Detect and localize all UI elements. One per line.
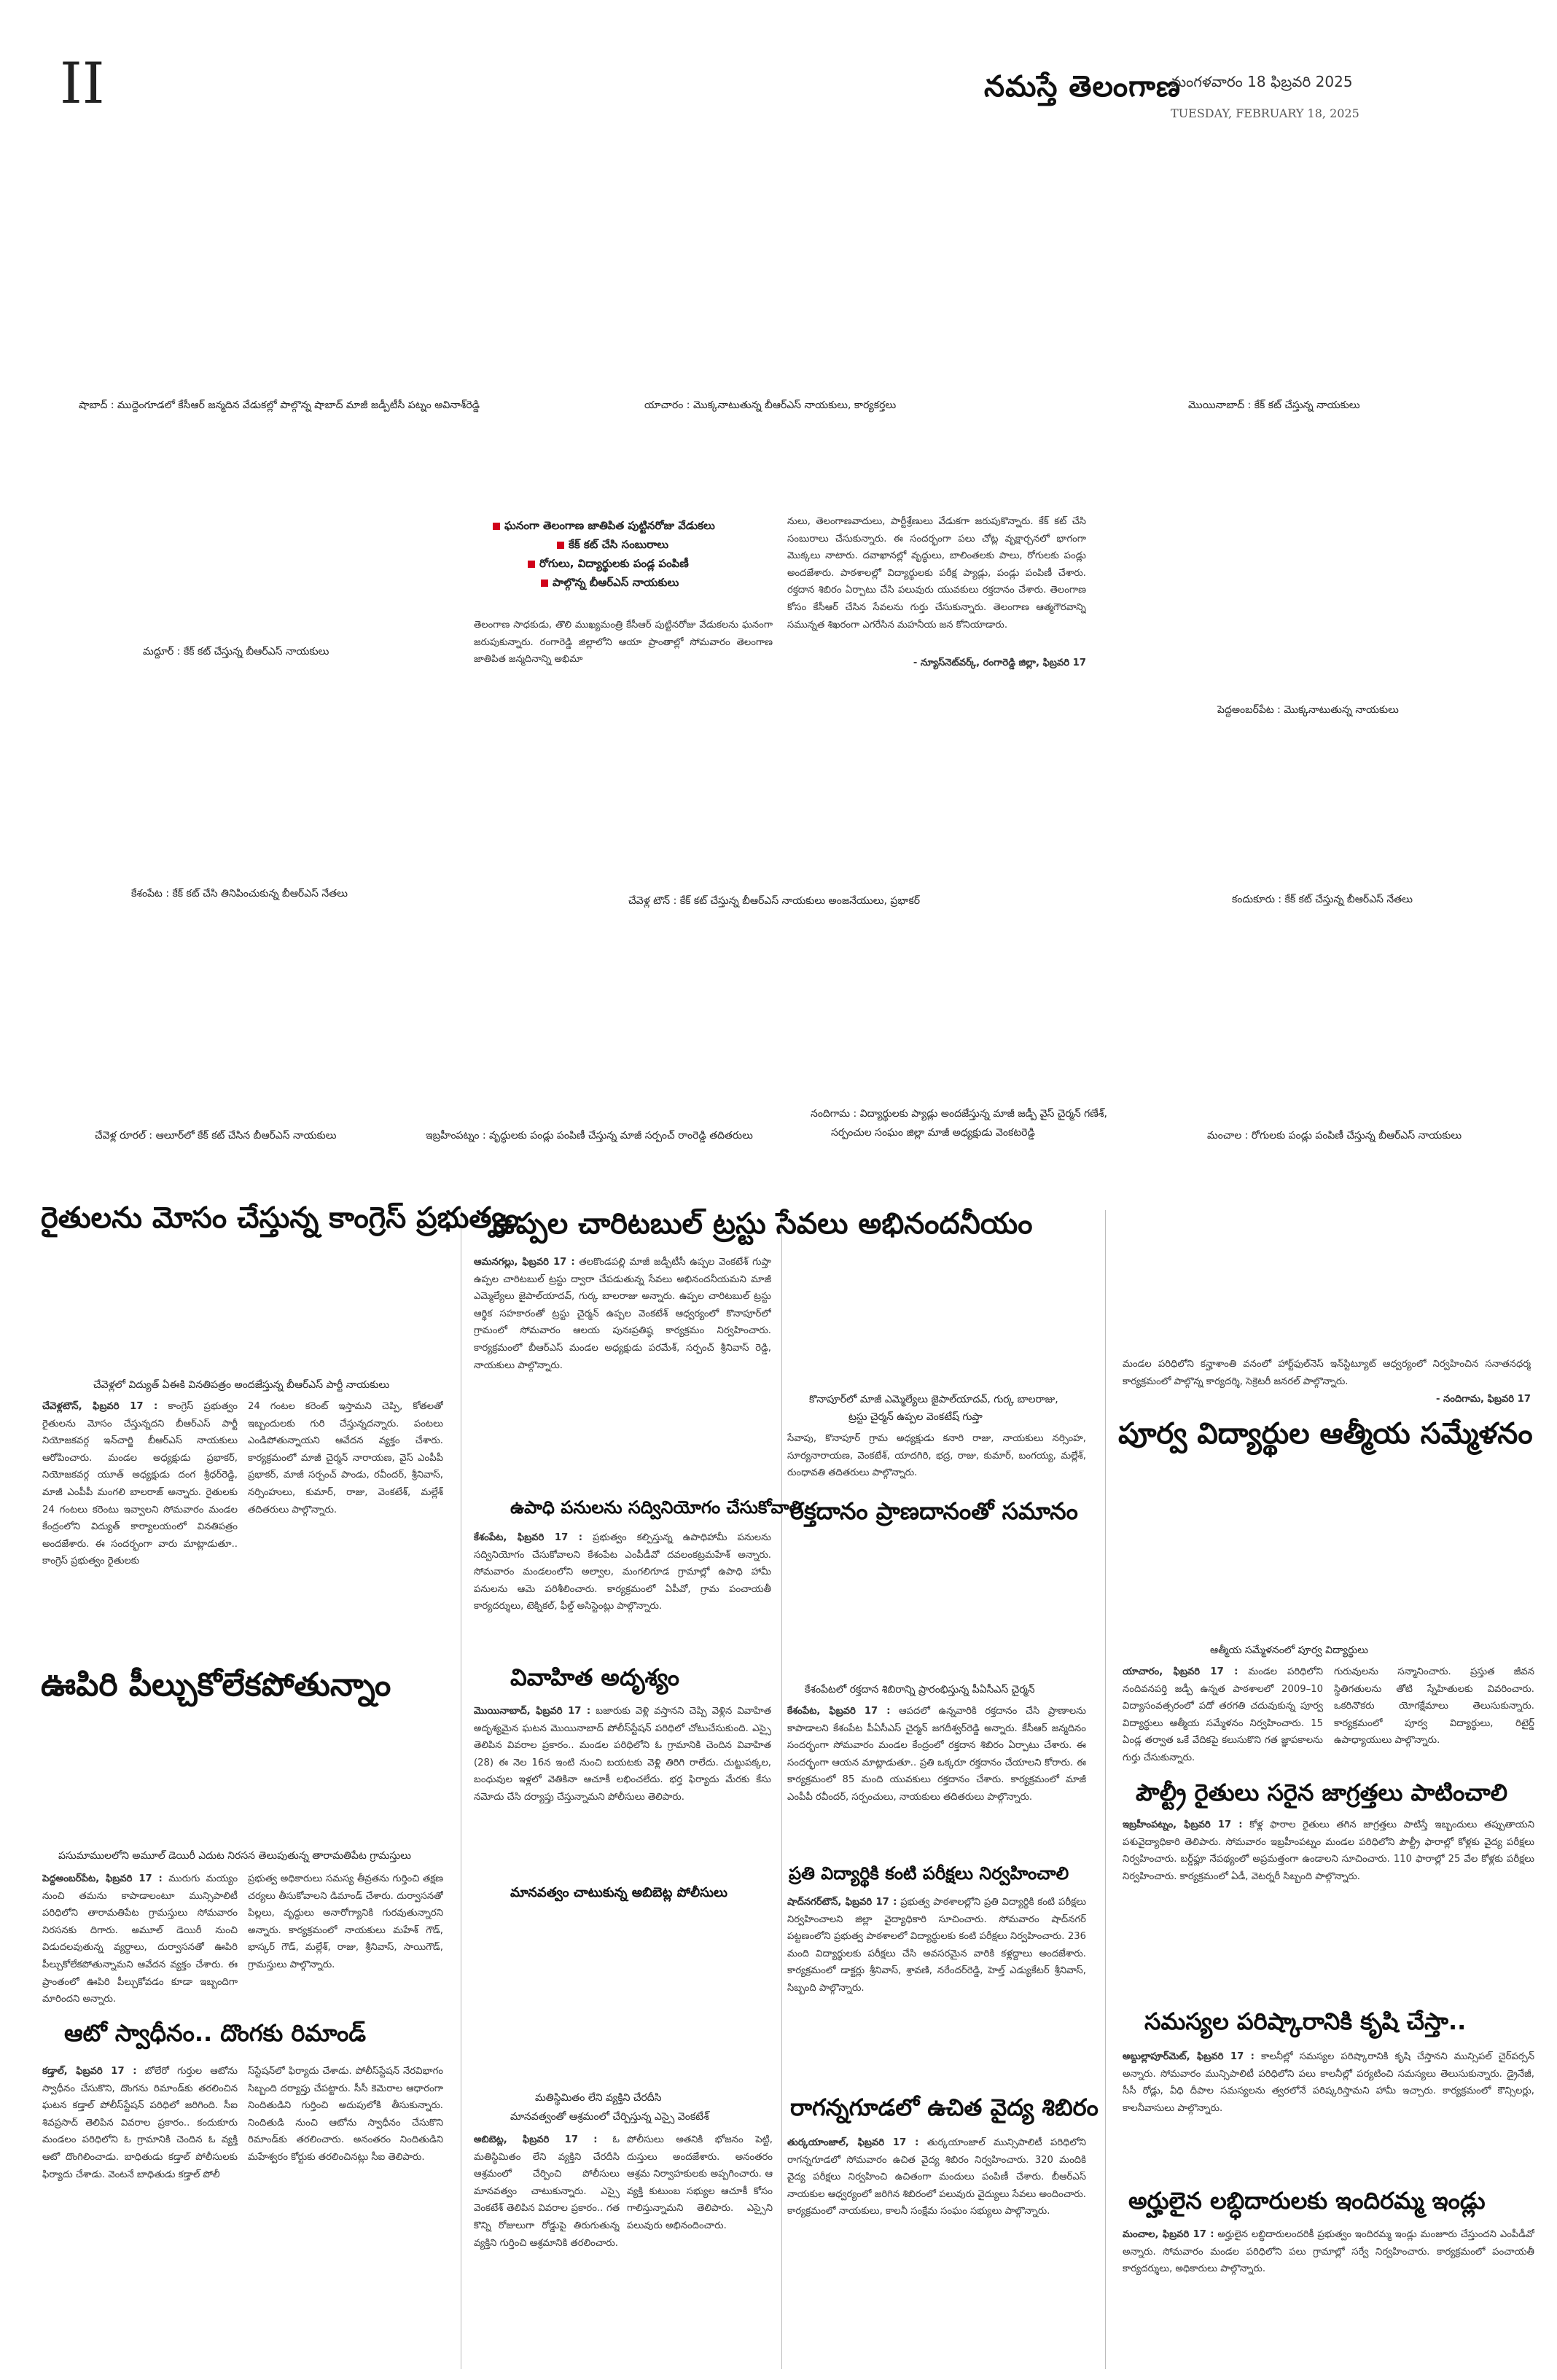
headline-alumni: పూర్వ విద్యార్థుల ఆత్మీయ సమ్మేళనం xyxy=(1118,1417,1533,1451)
breath-col1: పెద్దఅంబర్‌పేట, ఫిబ్రవరి 17 : మురుగు మయ్యం నుంచి తమను కాపాడాలంటూ మున్సిపాలిటీ పరిధిలోని తారామతిపేట గ్రామస్తులు సోమవారం నిరసనకు దిగారు. అమూల్ డెయిరీ నుంచి విడుదలవుతున్న వ్యర్థాలు, దుర్వాసనతో ఊపిరి పీల్చుకోలేకపోతున్నామని ఆవేదన వ్యక్తం చేశారు. ఈ ప్రాంతంలో ఊపిరి పీల్చుకోవడం కూడా ఇబ్బందిగా మారిందని అన్నారు. xyxy=(42,1873,238,2005)
caption-police-1: మతిస్థిమితం లేని వ్యక్తిని చేరదీసి xyxy=(535,2092,662,2104)
uppala-col2: సేవాపు, కొనాపూర్ గ్రామ అధ్యక్షుడు కనారి రాజు, నాయకులు నర్సింహ, సూర్యనారాయణ, వెంకటేశ్, యాదగిరి, భద్ర, రాజు, కుమార్, బంగయ్య, మల్లేశ్, రుంధావతి తదితరులు పాల్గొన్నారు. xyxy=(787,1433,1086,1479)
farmers-col1: చేవెళ్లటౌన్, ఫిబ్రవరి 17 : కాంగ్రెస్ ప్రభుత్వం రైతులను మోసం చేస్తున్నదని బీఆర్ఎస్ పార్టీ నియోజకవర్గ ఇన్‌చార్జి బీఆర్ఎస్ నాయకులు ఆరోపించారు. మండల అధ్యక్షుడు ప్రభాకర్, నియోజకవర్గ యూత్ అధ్యక్షుడు దంగ శ్రీధర్‌రెడ్డి, మాజీ ఎంపీపీ మంగలి బాలరాజ్ అన్నారు. రైతులకు 24 గంటలు కరెంటు ఇవ్వాలని సోమవారం మండల కేంద్రంలోని విద్యుత్ కార్యాలయంలో వినతిపత్రం అందజేశారు. ఈ సందర్భంగా వారు మాట్లాడుతూ.. కాంగ్రెస్ ప్రభుత్వం రైతులకు xyxy=(42,1401,238,1567)
headline-medical: రాగన్నగూడలో ఉచిత వైద్య శిబిరం xyxy=(790,2094,1099,2121)
alumni-intro: మండల పరిధిలోని కన్హాశాంతి వనంలో హార్ట్‌ఫుల్‌నెస్ ఇన్‌స్టిట్యూట్ ఆధ్వర్యంలో నిర్వహించిన సనాతనధర్మ కార్యక్రమంలో పాల్గొన్న కార్యదర్శి, సెక్రెటరీ జనరల్ పాల్గొన్నారు. xyxy=(1123,1359,1531,1387)
alumni-col2: గురువులను సన్మానించారు. ప్రస్తుత జీవన స్థితిగతులను తోటి స్నేహితులకు వివరించారు. ఒకరినొకరు యోగక్షేమాలు తెలుసుకున్నారు. కార్యక్రమంలో పూర్వ విద్యార్థులు, రిటైర్డ్ ఉపాధ్యాయులు పాల్గొన్నారు. xyxy=(1334,1666,1534,1747)
caption-yacharam: యాచారం : మొక్కనాటుతున్న బీఆర్ఎస్ నాయకులు, కార్యకర్తలు xyxy=(644,399,897,411)
alumni-col1: యాచారం, ఫిబ్రవరి 17 : మండల పరిధిలోని నందివనపర్తి జడ్పీ ఉన్నత పాఠశాలలో 2009–10 విద్యాసంవత్సరంలో పదో తరగతి చదువుకున్న పూర్వ విద్యార్థులు ఆత్మీయ సమ్మేళనం నిర్వహించారు. 15 ఏండ్ల తర్వాత ఒకే వేదికపై కలుసుకొని గత జ్ఞాపకాలను గుర్తు చేసుకున్నారు. xyxy=(1123,1666,1323,1763)
headline-blood: రక్తదానం ప్రాణదానంతో సమానం xyxy=(790,1497,1078,1525)
headline-farmers: రైతులను మోసం చేస్తున్న కాంగ్రెస్ ప్రభుత్వం xyxy=(41,1201,520,1235)
caption-chevella-rural: చేవెళ్ల రూరల్ : ఆలూర్‌లో కేక్ కట్ చేసిన బీఆర్ఎస్ నాయకులు xyxy=(95,1130,337,1142)
upadhi-text: కేశంపేట, ఫిబ్రవరి 17 : ప్రభుత్వం కల్పిస్తున్న ఉపాధిహామీ పనులను సద్వినియోగం చేసుకోవాలని కేశంపేట ఎంపీడీవో దవలంకట్రమహేశ్ అన్నారు. సోమవారం మండలంలోని అల్వాల, మంగలిగూడ గ్రామాల్లో ఉపాధి హామీ పనులను ఆమె పరిశీలించారు. కార్యక్రమంలో ఏపీవో, గ్రామ పంచాయతీ కార్యదర్శులు, టెక్నికల్, ఫీల్డ్ అసిస్టెంట్లు పాల్గొన్నారు. xyxy=(474,1532,771,1612)
missing-text: మొయినాబాద్, ఫిబ్రవరి 17 : బజారుకు వెళ్లి వస్తానని చెప్పి వెళ్లిన వివాహిత అదృశ్యమైన ఘటన మొయినాబాద్ పోలీస్‌స్టేషన్ పరిధిలో చోటుచేసుకుంది. ఎస్సై తెలిపిన వివరాల ప్రకారం.. మండల పరిధిలోని ఓ గ్రామానికి చెందిన వివాహిత (28) ఈ నెల 16న ఇంటి నుంచి బయటకు వెళ్లి తిరిగి రాలేదు. చుట్టుపక్కల, బంధువుల ఇళ్లలో వెతికినా ఆచూకీ లభించలేదు. భర్త ఫిర్యాదు మేరకు కేసు నమోదు చేసి దర్యాప్తు చేస్తున్నామని పోలీసులు తెలిపారు. xyxy=(474,1706,771,1803)
caption-peddamberpet: పెద్దఅంబర్‌పేట : మొక్కనాటుతున్న నాయకులు xyxy=(1217,704,1399,716)
date-telugu: మంగళవారం 18 ఫిబ్రవరి 2025 xyxy=(1171,73,1353,90)
page-number: II xyxy=(60,51,105,117)
police-col2: పోలీసులు అతనికి భోజనం పెట్టి, దుస్తులు అందజేశారు. అనంతరం ఆశ్రమ నిర్వాహకులకు అప్పగించారు. ఆ వ్యక్తి కుటుంబ సభ్యుల ఆచూకీ కోసం గాలిస్తున్నామని తెలిపారు. ఎస్సైని పలువురు అభినందించారు. xyxy=(627,2134,773,2231)
breath-col2: ప్రభుత్వ అధికారులు సమస్య తీవ్రతను గుర్తించి తక్షణ చర్యలు తీసుకోవాలని డిమాండ్ చేశారు. దుర్వాసనతో పిల్లలు, వృద్ధులు అనారోగ్యానికి గురవుతున్నారని అన్నారు. కార్యక్రమంలో నాయకులు మహేశ్ గౌడ్, భాస్కర్ గౌడ్, మల్లేశ్, రాజు, శ్రీనివాస్, సాయిగౌడ్, గ్రామస్తులు పాల్గొన్నారు. xyxy=(248,1873,443,1970)
solve-text: అబ్దుల్లాపూర్‌మెట్, ఫిబ్రవరి 17 : కాలనీల్లో సమస్యల పరిష్కారానికి కృషి చేస్తానని మున్సిపల్ చైర్‌పర్సన్ అన్నారు. సోమవారం మున్సిపాలిటీ పరిధిలోని పలు కాలనీల్లో పర్యటించి సమస్యలు తెలుసుకున్నారు. డ్రైనేజీ, సీసీ రోడ్లు, వీధి దీపాల సమస్యలను త్వరలోనే పరిష్కరిస్తామని హామీ ఇచ్చారు. కార్యక్రమంలో కౌన్సిలర్లు, కాలనీవాసులు పాల్గొన్నారు. xyxy=(1123,2051,1534,2114)
caption-uppala-2: ట్రస్టు చైర్మన్ ఉప్పల వెంకటేష్ గుప్తా xyxy=(848,1411,983,1423)
police-col1: అబిబెట్ల, ఫిబ్రవరి 17 : ఓ మతిస్థిమితం లేని వ్యక్తిని చేరదీసి ఆశ్రమంలో చేర్పించి పోలీసులు మానవత్వం చాటుకున్నారు. ఎస్సై వెంకటేశ్ తెలిపిన వివరాల ప్రకారం.. గత కొన్ని రోజులుగా రోడ్డుపై తిరుగుతున్న వ్యక్తిని గుర్తించి ఆశ్రమానికి తరలించారు. xyxy=(474,2134,620,2249)
caption-keshampet: కేశంపేట : కేక్ కట్ చేసి తినిపించుకున్న బీఆర్ఎస్ నేతలు xyxy=(131,888,348,900)
caption-nandigama-1: నందిగామ : విద్యార్థులకు ప్యాడ్లు అందజేస్తున్న మాజీ జడ్పీ వైస్ చైర్మన్ గణేశ్, xyxy=(811,1108,1108,1120)
blood-text: కేశంపేట, ఫిబ్రవరి 17 : ఆపదలో ఉన్నవారికి రక్తదానం చేసి ప్రాణాలను కాపాడాలని కేశంపేట పీఏసీఎస్ చైర్మన్ జగదీశ్వర్‌రెడ్డి అన్నారు. కేసీఆర్ జన్మదినం సందర్భంగా సోమవారం మండల కేంద్రంలో రక్తదాన శిబిరం ఏర్పాటు చేశారు. ఈ సందర్భంగా ఆయన మాట్లాడుతూ.. ప్రతి ఒక్కరూ రక్తదానం చేయాలని కోరారు. ఈ కార్యక్రమంలో 85 మంది యువకులు రక్తదానం చేశారు. కార్యక్రమంలో మాజీ ఎంపీపీ రవీందర్, సర్పంచులు, నాయకులు తదితరులు పాల్గొన్నారు. xyxy=(787,1706,1086,1803)
lead-para-right: నులు, తెలంగాణవాదులు, పార్టీశ్రేణులు వేడుకగా జరుపుకొన్నారు. కేక్ కట్ చేసి సంబురాలు చేసుకున్నారు. ఈ సందర్భంగా పలు చోట్ల వృక్షార్చనలో భాగంగా మొక్కలు నాటారు. దవాఖానల్లో వృద్ధులు, బాలింతలకు పాలు, రోగులకు పండ్లు అందజేశారు. పాఠశాలల్లో విద్యార్థులకు పరీక్ష ప్యాడ్లు, పండ్లు పంపిణీ చేశారు. రక్తదాన శిబిరం ఏర్పాటు చేసి పలువురు యువకులు రక్తదానం చేశారు. తెలంగాణ కోసం కేసీఆర్ చేసిన సేవలను గుర్తు చేసుకున్నారు. తెలంగాణ ఆత్మగౌరవాన్ని సమున్నత శిఖరంగా ఎగరేసిన మహనీయ జన కోనియాడారు. xyxy=(787,516,1086,631)
lead-bullet-4: పాల్గొన్న బీఆర్ఎస్ నాయకులు xyxy=(541,573,715,592)
caption-manchala: మంచాల : రోగులకు పండ్లు పంపిణీ చేస్తున్న బీఆర్ఎస్ నాయకులు xyxy=(1207,1130,1462,1142)
date-english: TUESDAY, FEBRUARY 18, 2025 xyxy=(1171,106,1359,120)
caption-ibrahimpatnam: ఇబ్రహీంపట్నం : వృద్ధులకు పండ్లు పంపిణీ చేస్తున్న మాజీ సర్పంచ్ రాంరెడ్డి తదితరులు xyxy=(426,1130,753,1142)
caption-breath: పసుమాములలోని అమూల్ డెయిరీ ఎదుట నిరసన తెలుపుతున్న తారామతిపేట గ్రామస్తులు xyxy=(58,1850,411,1862)
headline-police: మానవత్వం చాటుకున్న అబిబెట్ల పోలీసులు xyxy=(510,1885,728,1900)
poultry-text: ఇబ్రహీంపట్నం, ఫిబ్రవరి 17 : కోళ్ల ఫారాల రైతులు తగిన జాగ్రత్తలు పాటిస్తే ఇబ్బందులు తప్పుతాయని పశువైద్యాధికారి తెలిపారు. సోమవారం ఇబ్రహీంపట్నం మండల పరిధిలోని పౌల్ట్రీ ఫారాల్లో కోళ్లకు వైద్య పరీక్షలు నిర్వహించారు. బర్డ్‌ఫ్లూ నేపథ్యంలో అప్రమత్తంగా ఉండాలని సూచించారు. 110 ఫారాల్లో 25 వేల కోళ్లకు పరీక్షలు నిర్వహించారు. కార్యక్రమంలో ఏడీ, వెటర్నరీ సిబ్బంది పాల్గొన్నారు. xyxy=(1123,1819,1534,1882)
headline-upadhi: ఉపాధి పనులను సద్వినియోగం చేసుకోవాలి xyxy=(510,1497,803,1518)
lead-para-left: తెలంగాణ సాధకుడు, తొలి ముఖ్యమంత్రి కేసీఆర్ పుట్టినరోజు వేడుకలను ఘనంగా జరుపుకున్నారు. రంగారెడ్డి జిల్లాలోని ఆయా ప్రాంతాల్లో సోమవారం తెలంగాణ జాతిపిత జన్మదినాన్ని అభిమా xyxy=(474,620,773,666)
headline-houses: అర్హులైన లబ్ధిదారులకు ఇందిరమ్మ ఇండ్లు xyxy=(1128,2187,1486,2215)
alumni-intro-dateline: - నందిగామ, ఫిబ్రవరి 17 xyxy=(1435,1394,1531,1405)
caption-chevella-town: చేవెళ్ల టౌన్ : కేక్ కట్ చేస్తున్న బీఆర్ఎస్ నాయకులు అంజనేయులు, ప్రభాకర్ xyxy=(628,895,921,907)
medical-text: తుర్కయాంజాల్, ఫిబ్రవరి 17 : తుర్కయాంజాల్ మున్సిపాలిటీ పరిధిలోని రాగన్నగూడలో సోమవారం ఉచిత వైద్య శిబిరం నిర్వహించారు. 320 మందికి వైద్య పరీక్షలు నిర్వహించి ఉచితంగా మందులు పంపిణీ చేశారు. బీఆర్ఎస్ నాయకుల ఆధ్వర్యంలో జరిగిన శిబిరంలో పలువురు వైద్యులు సేవలు అందించారు. కార్యక్రమంలో నాయకులు, కాలనీ సంక్షేమ సంఘం సభ్యులు పాల్గొన్నారు. xyxy=(787,2137,1086,2217)
caption-kandukur: కందుకూరు : కేక్ కట్ చేస్తున్న బీఆర్ఎస్ నేతలు xyxy=(1232,894,1413,905)
lead-dateline: - న్యూస్‌నెట్‌వర్క్, రంగారెడ్డి జిల్లా, ఫిబ్రవరి 17 xyxy=(913,658,1086,668)
headline-solve: సమస్యల పరిష్కారానికి కృషి చేస్తా.. xyxy=(1144,2008,1467,2035)
uppala-col1: ఆమనగల్లు, ఫిబ్రవరి 17 : తలకొండపల్లి మాజీ జడ్పీటీసీ ఉప్పల వెంకటేశ్ గుప్తా ఉప్పల చారిటబుల్ ట్రస్టు ద్వారా చేపడుతున్న సేవలు అభినందనీయమని మాజీ ఎమ్మెల్యేలు జైపాల్‌యాదవ్, గుర్క బాలరాజు అన్నారు. ఉప్పల చారిటబుల్ ట్రస్టు ఆర్థిక సహకారంతో ట్రస్టు చైర్మన్ ఉప్పల వెంకటేశ్ ఆధ్వర్యంలో కొనాపూర్‌లో గ్రామంలో సోమవారం ఆలయ పునఃప్రతిష్ఠ కార్యక్రమం నిర్వహించారు. కార్యక్రమంలో బీఆర్ఎస్ మండల అధ్యక్షుడు పరమేశ్, సర్పంచ్ శ్రీనివాస్ రెడ్డి, నాయకులు పాల్గొన్నారు. xyxy=(474,1257,771,1371)
farmers-col2: 24 గంటల కరెంట్ ఇస్తామని చెప్పి, కోతలతో ఇబ్బందులకు గురి చేస్తున్నదన్నారు. పంటలు ఎండిపోతున్నాయని ఆవేదన వ్యక్తం చేశారు. కార్యక్రమంలో మాజీ చైర్మన్ నారాయణ, వైస్ ఎంపీపీ ప్రభాకర్, మాజీ సర్పంచ్ పాండు, రవీందర్, శ్రీనివాస్, నర్సింహులు, కుమార్, రాజు, వెంకటేశ్, మల్లేశ్ తదితరులు పాల్గొన్నారు. xyxy=(248,1401,443,1515)
headline-eye: ప్రతి విద్యార్థికి కంటి పరీక్షలు నిర్వహించాలి xyxy=(789,1863,1069,1884)
caption-nandigama-2: సర్పంచుల సంఘం జిల్లా మాజీ అధ్యక్షుడు వెంకటరెడ్డి xyxy=(831,1127,1035,1139)
caption-farmers: చేవెళ్లలో విద్యుత్ ఏఈకి వినతిపత్రం అందజేస్తున్న బీఆర్ఎస్ పార్టీ నాయకులు xyxy=(93,1379,390,1391)
headline-missing: వివాహిత అదృశ్యం xyxy=(510,1663,679,1691)
masthead-logo: నమస్తే తెలంగాణ xyxy=(984,70,1182,104)
lead-bullet-1: ఘనంగా తెలంగాణ జాతిపిత పుట్టినరోజు వేడుకలు xyxy=(493,516,715,535)
caption-shabad: షాబాద్ : ముద్దెంగూడలో కేసీఆర్ జన్మదిన వేడుకల్లో పాల్గొన్న షాబాద్ మాజీ జడ్పీటీసీ పట్నం అవినాశ్‌రెడ్డి xyxy=(79,399,480,411)
headline-uppala: ఉప్పల చారిటబుల్ ట్రస్టు సేవలు అభినందనీయం xyxy=(493,1207,1033,1241)
lead-bullet-2: కేక్ కట్ చేసి సంబురాలు xyxy=(557,535,715,554)
headline-thief: ఆటో స్వాధీనం.. దొంగకు రిమాండ్ xyxy=(64,2019,367,2047)
lead-bullet-3: రోగులు, విద్యార్థులకు పండ్ల పంపిణీ xyxy=(528,554,715,573)
caption-alumni: ఆత్మీయ సమ్మేళనంలో పూర్వ విద్యార్థులు xyxy=(1210,1644,1368,1656)
caption-maddur: మద్దూర్ : కేక్ కట్ చేస్తున్న బీఆర్ఎస్ నాయకులు xyxy=(143,646,329,658)
eye-text: షాద్‌నగర్‌టౌన్, ఫిబ్రవరి 17 : ప్రభుత్వ పాఠశాలల్లోని ప్రతి విద్యార్థికి కంటి పరీక్షలు నిర్వహించాలని జిల్లా వైద్యాధికారి సూచించారు. సోమవారం షాద్‌నగర్ పట్టణంలోని ప్రభుత్వ పాఠశాలలో విద్యార్థులకు కంటి పరీక్షలు నిర్వహించారు. 236 మంది విద్యార్థులకు పరీక్షలు చేసి అవసరమైన వారికి కళ్లద్దాలు అందజేశారు. కార్యక్రమంలో డాక్టర్లు శ్రీనివాస్, శ్రావణి, నరేందర్‌రెడ్డి, హెల్త్ ఎడ్యుకేటర్ శ్రీనివాస్, సిబ్బంది పాల్గొన్నారు. xyxy=(787,1897,1086,1994)
caption-police-2: మానవత్వంతో ఆశ్రమంలో చేర్పిస్తున్న ఎస్సై వెంకటేశ్ xyxy=(510,2111,709,2123)
houses-text: మంచాల, ఫిబ్రవరి 17 : అర్హులైన లబ్ధిదారులందరికీ ప్రభుత్వం ఇందిరమ్మ ఇండ్లు మంజూరు చేస్తుందని ఎంపీడీవో అన్నారు. సోమవారం మండల పరిధిలోని పలు గ్రామాల్లో సర్వే నిర్వహించారు. కార్యక్రమంలో పంచాయతీ కార్యదర్శులు, అధికారులు పాల్గొన్నారు. xyxy=(1123,2229,1534,2275)
thief-col2: స్‌స్టేషన్‌లో ఫిర్యాదు చేశాడు. పోలీస్‌స్టేషన్ నేరవిభాగం సిబ్బంది దర్యాప్తు చేపట్టారు. సీసీ కెమెరాల ఆధారంగా నిందితుడిని గుర్తించి అదుపులోకి తీసుకున్నారు. నిందితుడి నుంచి ఆటోను స్వాధీనం చేసుకొని రిమాండ్‌కు తరలించారు. అనంతరం నిందితుడిని మహేశ్వరం కోర్టుకు తరలించినట్లు సీఐ తెలిపారు. xyxy=(248,2066,443,2163)
headline-poultry: పౌల్ట్రీ రైతులు సరైన జాగ్రత్తలు పాటించాలి xyxy=(1136,1779,1508,1806)
thief-col1: కడ్తాల్, ఫిబ్రవరి 17 : బోలేరో గుర్తుల ఆటోను స్వాధీనం చేసుకొని, దొంగను రిమాండ్‌కు తరలించిన ఘటన కడ్తాల్ పోలీస్‌స్టేషన్ పరిధిలో జరిగింది. సీఐ శివప్రసాద్ తెలిపిన వివరాల ప్రకారం.. కందుకూరు మండలం పరిధిలోని ఓ గ్రామానికి చెందిన ఓ వ్యక్తి ఆటో దొంగిలించాడు. బాధితుడు కడ్తాల్ పోలీసులకు ఫిర్యాదు చేశాడు. వెంటనే బాధితుడు కడ్తాల్ పోలీ xyxy=(42,2066,238,2180)
caption-uppala-1: కొనాపూర్‌లో మాజీ ఎమ్మెల్యేలు జైపాల్‌యాదవ్, గుర్క బాలరాజు, xyxy=(809,1394,1058,1405)
lead-bullets xyxy=(493,516,715,592)
headline-breath: ఊపిరి పీల్చుకోలేకపోతున్నాం xyxy=(41,1666,391,1704)
caption-blood: కేశంపేటలో రక్తదాన శిబిరాన్ని ప్రారంభిస్తున్న పీఏసీఎస్ చైర్మన్ xyxy=(805,1684,1035,1696)
caption-moinabad: మొయినాబాద్ : కేక్ కట్ చేస్తున్న నాయకులు xyxy=(1188,399,1360,411)
